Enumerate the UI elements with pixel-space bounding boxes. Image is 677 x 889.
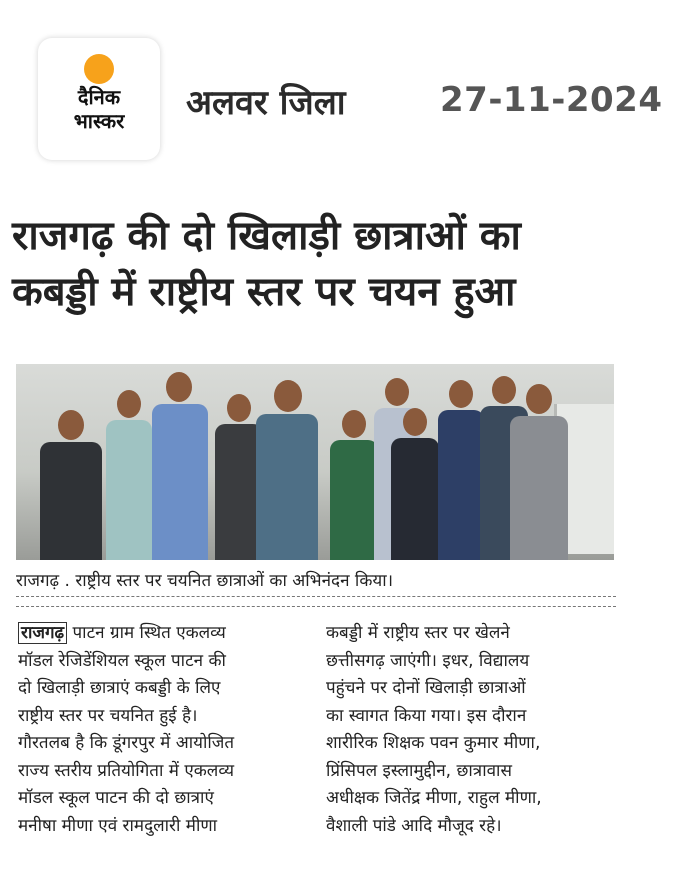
photo-person (252, 380, 322, 560)
article-line: राज्य स्तरीय प्रतियोगिता में एकलव्य (18, 760, 234, 781)
article-line: राजगढ़ पाटन ग्राम स्थित एकलव्य (18, 620, 300, 648)
photo-person (506, 384, 572, 560)
photo-person (104, 390, 154, 560)
article-line: गौरतलब है कि डूंगरपुर में आयोजित (18, 733, 235, 753)
article-line: शारीरिक शिक्षक पवन कुमार मीणा, (326, 733, 541, 753)
article-line: दो खिलाड़ी छात्राएं कबड्डी के लिए (18, 678, 221, 698)
edition-label: अलवर जिला (186, 83, 346, 123)
article-line: राष्ट्रीय स्तर पर चयनित हुई है। (18, 705, 198, 726)
article-line: मनीषा मीणा एवं रामदुलारी मीणा (18, 815, 218, 836)
article-column-2 (326, 620, 616, 840)
article-line: मॉडल स्कूल पाटन की दो छात्राएं (18, 788, 214, 808)
publication-date: 27-11-2024 (440, 80, 663, 120)
headline-line1: राजगढ़ की दो खिलाड़ी छात्राओं का (12, 212, 521, 259)
photo-person (148, 372, 210, 560)
article-line: मॉडल रेजिडेंशियल स्कूल पाटन की (18, 650, 226, 671)
article-line: कबड्डी में राष्ट्रीय स्तर पर खेलने (326, 623, 510, 643)
article-column-1 (18, 620, 300, 840)
photo-caption: राजगढ़ . राष्ट्रीय स्तर पर चयनित छात्राओं का अभिनंदन किया। (16, 571, 394, 591)
article-line: का स्वागत किया गया। इस दौरान (326, 705, 527, 726)
photo-person (36, 410, 106, 560)
sun-icon (84, 54, 114, 84)
headline-line2: कबड्डी में राष्ट्रीय स्तर पर चयन हुआ (12, 268, 516, 315)
article-line: प्रिंसिपल इस्लामुद्दीन, छात्रावास (326, 760, 512, 781)
dainik-bhaskar-logo (38, 38, 160, 160)
article-line: पहुंचने पर दोनों खिलाड़ी छात्राओं (326, 678, 526, 698)
news-photo (16, 364, 614, 560)
divider (16, 596, 616, 597)
dateline: राजगढ़ (18, 622, 67, 644)
headline (12, 208, 672, 320)
divider (16, 606, 616, 607)
logo-text-line2: भास्कर (73, 109, 125, 133)
logo-text-line1: दैनिक (77, 85, 121, 109)
article-line: वैशाली पांडे आदि मौजूद रहे। (326, 815, 502, 836)
article-line: छत्तीसगढ़ जाएंगी। इधर, विद्यालय (326, 650, 530, 671)
article-line: अधीक्षक जितेंद्र मीणा, राहुल मीणा, (326, 788, 542, 808)
photo-person (388, 408, 442, 560)
